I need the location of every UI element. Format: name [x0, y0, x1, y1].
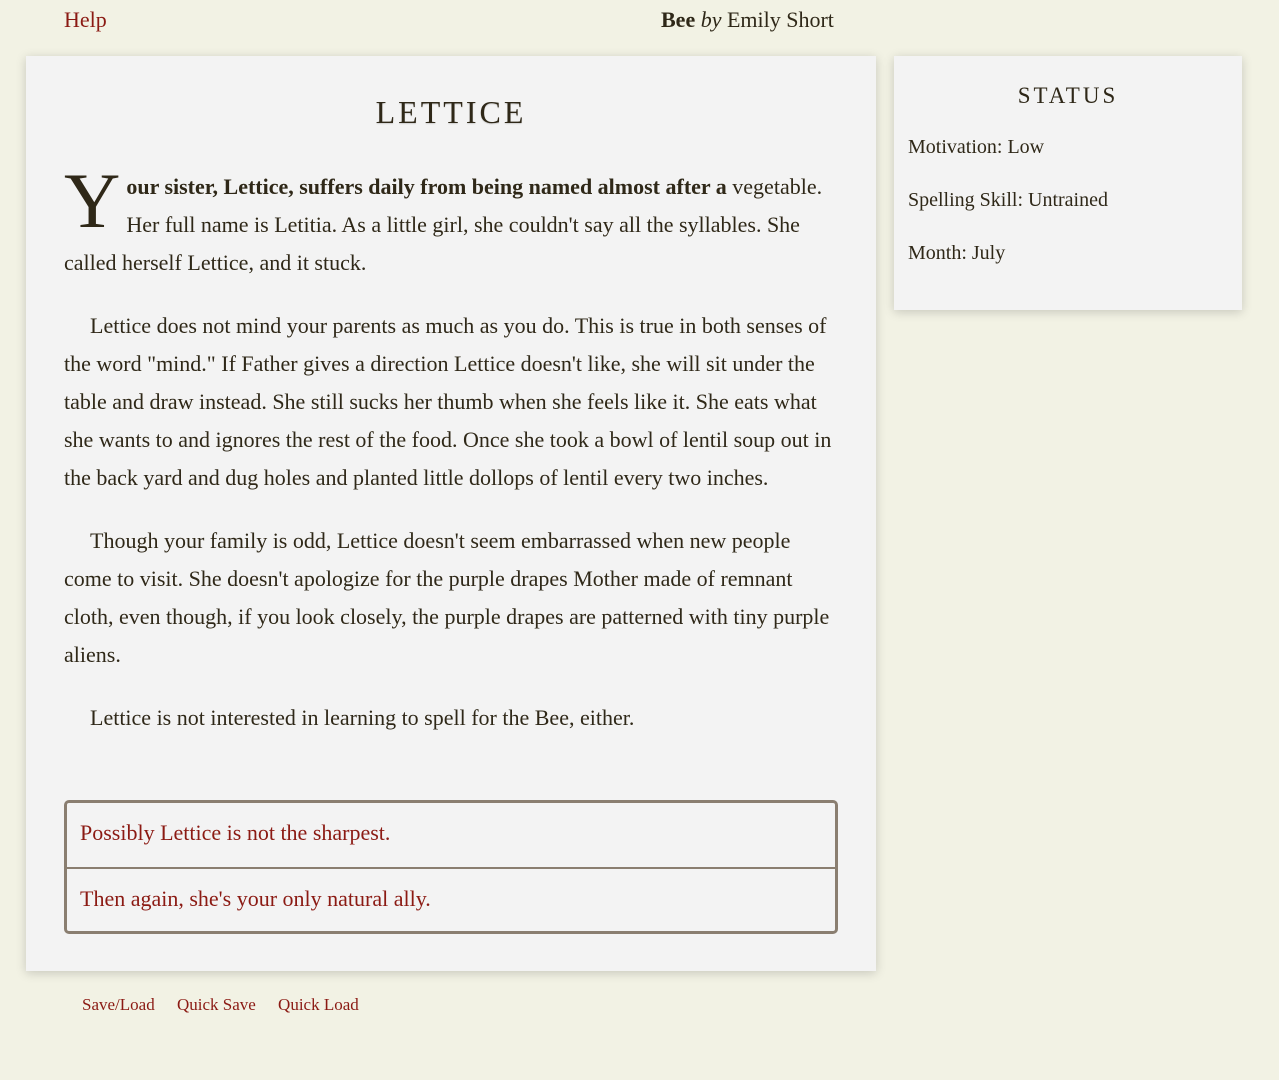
status-motivation: Motivation: Low	[908, 136, 1045, 158]
choice-list	[64, 800, 838, 934]
paragraph-1	[64, 157, 840, 282]
status-month: Month: July	[908, 242, 1006, 264]
quick-load-button[interactable]: Quick Load	[278, 995, 359, 1014]
drop-cap: Y	[64, 157, 121, 244]
passage-panel	[26, 56, 876, 971]
paragraph-3: Though your family is odd, Lettice doesn't seem embarrassed when new people come to visit. She doesn't apologize for the purple drapes Mother made of remnant cloth, even though, if you look closely, the purple drapes are patterned with tiny purple aliens.	[64, 528, 830, 667]
passage-text	[64, 157, 840, 762]
footer-menu	[82, 995, 377, 1015]
lead-in-bold: our sister, Lettice, suffers daily from being named almost after a	[126, 174, 727, 199]
choice-not-sharpest[interactable]: Possibly Lettice is not the sharpest.	[80, 820, 391, 845]
quick-save-button[interactable]: Quick Save	[176, 995, 256, 1014]
save-load-button[interactable]: Save/Load	[82, 995, 155, 1014]
story-title-name: Bee	[661, 7, 696, 32]
status-heading: STATUS	[1017, 83, 1119, 108]
status-panel	[894, 56, 1242, 310]
paragraph-4: Lettice is not interested in learning to spell for the Bee, either.	[90, 705, 635, 730]
help-link[interactable]: Help	[64, 7, 107, 32]
paragraph-1-rest: vegetable. Her full name is Letitia. As a little girl, she couldn't say all the syllables. She called herself Lettice, and it stuck.	[64, 174, 823, 275]
choice-natural-ally[interactable]: Then again, she's your only natural ally.	[67, 867, 835, 931]
passage-title: LETTICE	[375, 94, 527, 130]
story-title-author: Emily Short	[726, 7, 834, 32]
story-title-by: by	[700, 7, 722, 32]
paragraph-2: Lettice does not mind your parents as much as you do. This is true in both senses of the word "mind." If Father gives a direction Lettice doesn't like, she will sit under the table and draw instead. She still sucks her thumb when she feels like it. She eats what she wants to and ignores the rest of the food. Once she took a bowl of lentil soup out in the back yard and dug holes and planted little dollops of lentil every two inches.	[64, 313, 832, 490]
status-spelling-skill: Spelling Skill: Untrained	[908, 189, 1108, 211]
story-title	[661, 7, 834, 33]
